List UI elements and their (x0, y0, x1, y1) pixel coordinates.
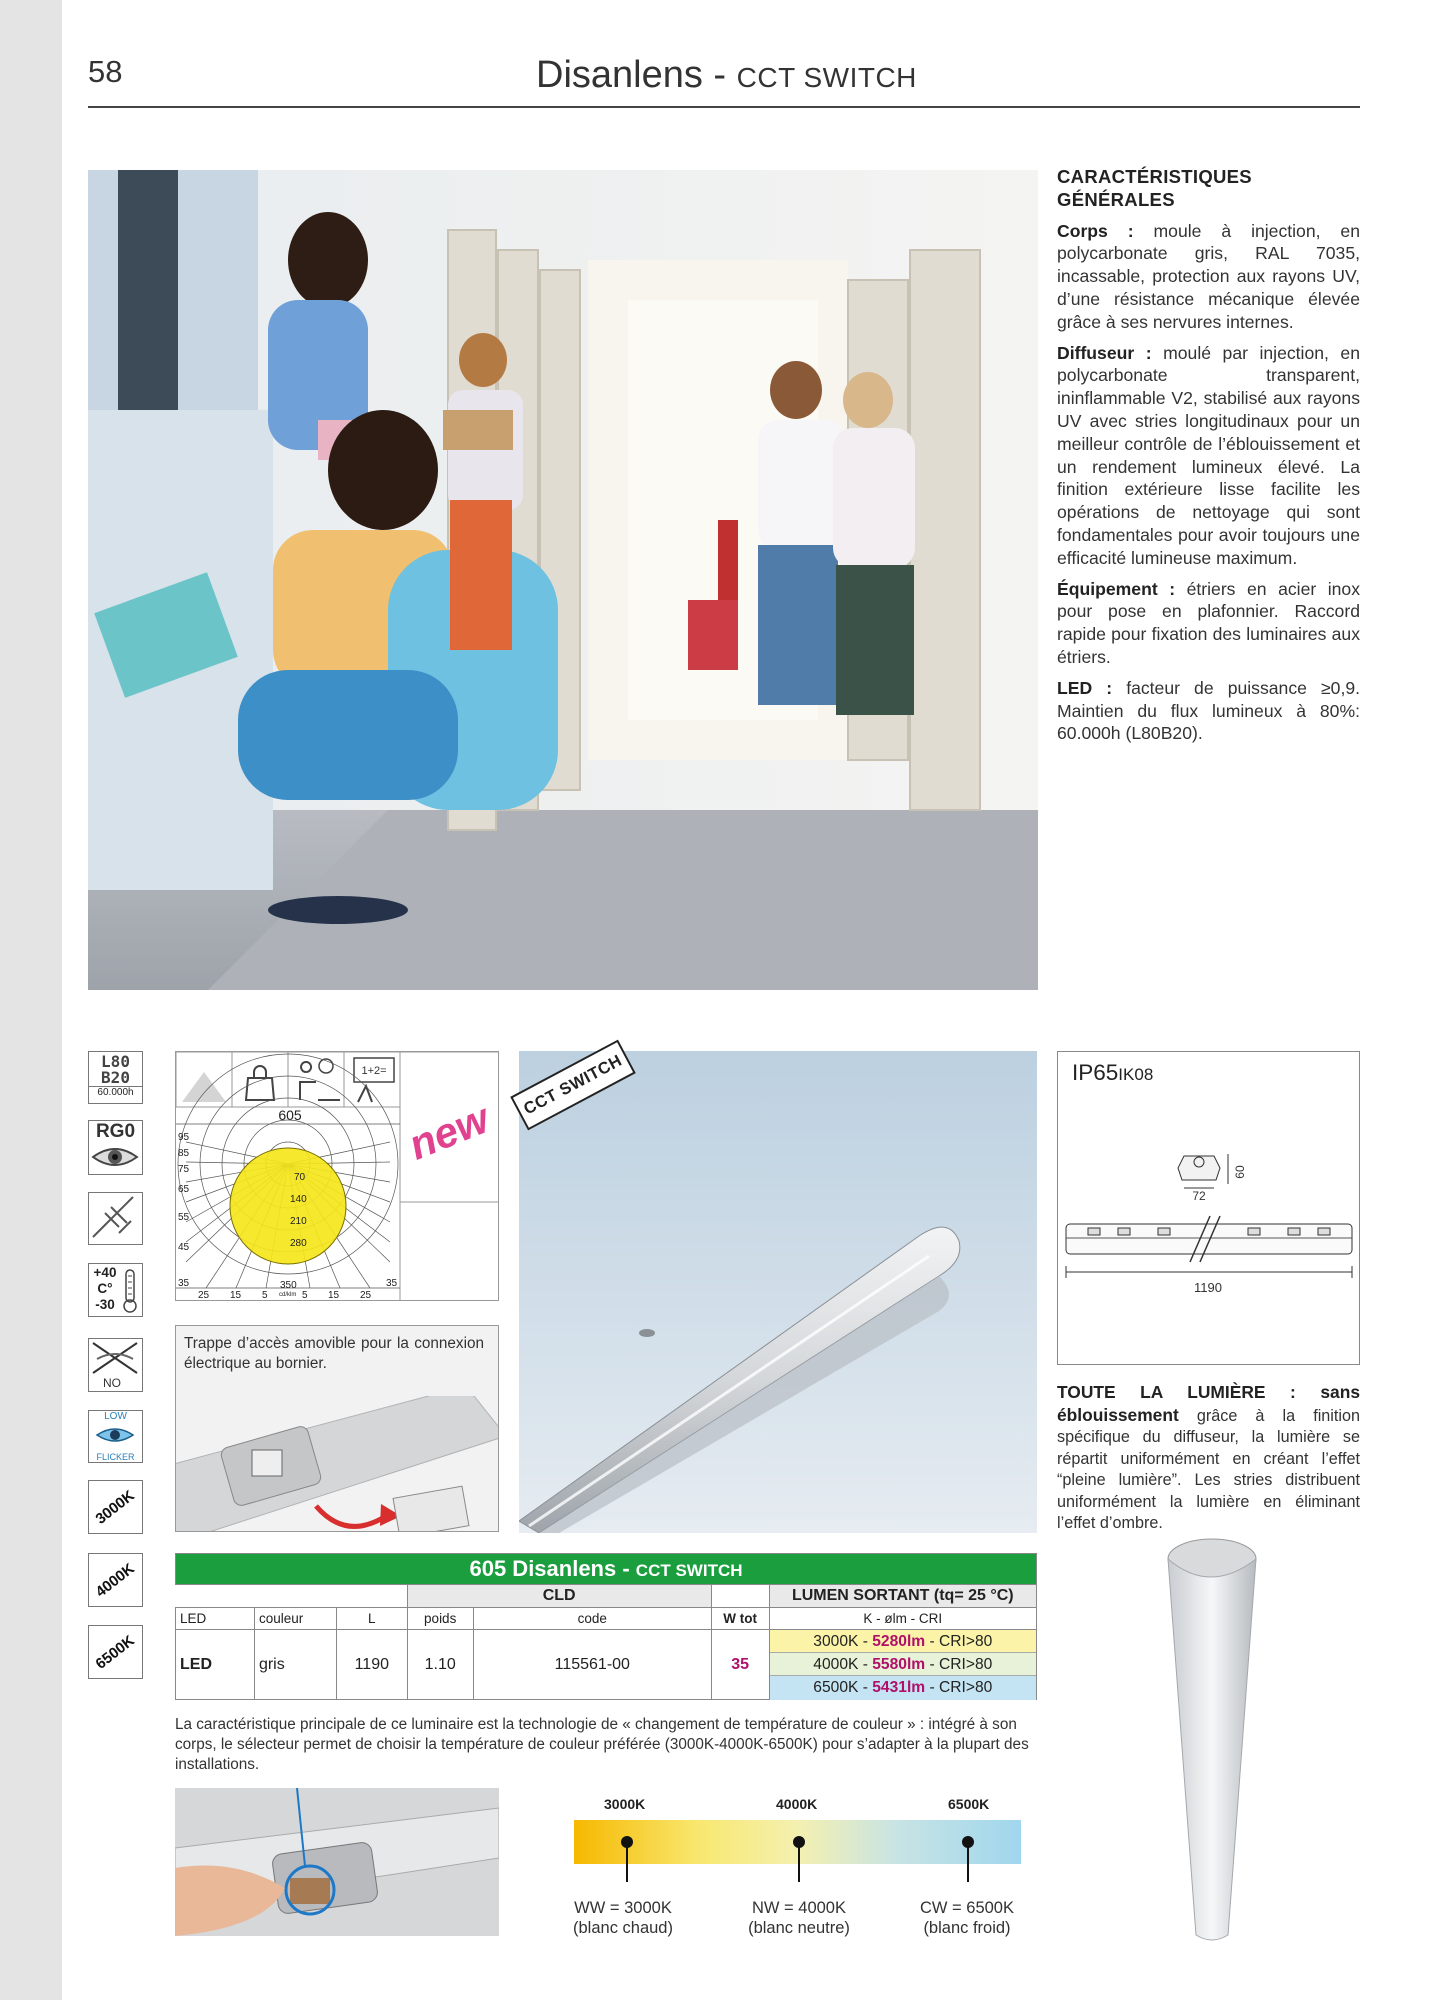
full-light-body: grâce à la finition spécifique du diffuseur, la lumière se répartit uniformément en créant l’effet “pleine lumière”. Les stries distribuent uniformément la lumière en éliminant l’effet d’ombre. (1057, 1406, 1360, 1532)
title-main: Disanlens (536, 54, 703, 96)
temperature-icon (88, 1263, 143, 1317)
angle-label: 25 (360, 1290, 372, 1301)
cell-weight: 1.10 (407, 1630, 473, 1700)
header-watt: W tot (711, 1608, 769, 1630)
classroom-icon (344, 1052, 400, 1107)
photometric-box (175, 1051, 499, 1301)
lumen-sep: - (858, 1656, 873, 1673)
temp-max: +40 (93, 1265, 117, 1280)
header-length: L (337, 1608, 408, 1630)
lumen-k: 4000K (813, 1656, 859, 1673)
angle-label: 35 (386, 1278, 398, 1289)
angle-label: 15 (328, 1290, 340, 1301)
lifetime-l80: L80 (101, 1052, 130, 1071)
cct-3000k-badge (88, 1480, 143, 1534)
feature-text: moulé par injection, en polycarbonate transparent, ininflammable V2, stabilisé aux rayons UV avec stries longitudinaux pour un meilleur contrôle de l’éblouissement et un rendement lumineux élevé. La finition extérieure lisse facilite les opérations de nettoyage qui sont fondamentales pour avoir toujours une efficacité lumineuse maximum. (1057, 342, 1360, 568)
feature-label: Corps : (1057, 220, 1134, 241)
school-corridor-photo (88, 170, 1038, 990)
lumen-sep: - (858, 1633, 873, 1650)
no-cover-icon (88, 1338, 143, 1392)
lumen-value: 5280lm (872, 1633, 926, 1650)
header-lumen-sub: K - ølm - CRI (769, 1608, 1036, 1630)
classroom-help-label: 1+2= (361, 1065, 387, 1077)
feature-text: moule à injection, en polycarbonate gris, RAL 7035, incassable, protection aux rayons UV, d’une résistance mécanique élevée grâce à ses nervures internes. (1057, 220, 1360, 332)
product-image (519, 1051, 1037, 1533)
caption-desc: (blanc froid) (923, 1919, 1011, 1937)
cct-6500k-label: 6500K (92, 1631, 139, 1673)
ip-rating: IP65 (1072, 1060, 1119, 1085)
page-margin-strip (0, 0, 62, 2000)
ring-label: 280 (290, 1238, 307, 1249)
scale-caption-warm (558, 1898, 688, 1938)
header-divider (88, 106, 1360, 108)
lumen-value: 5431lm (872, 1679, 926, 1696)
cell-led: LED (176, 1630, 255, 1700)
header-weight: poids (407, 1608, 473, 1630)
lumen-row-6500k (770, 1676, 1036, 1700)
flicker-low: LOW (104, 1411, 127, 1422)
photometry-model: 605 (278, 1107, 302, 1123)
angle-label: 15 (230, 1290, 242, 1301)
header-couleur: couleur (254, 1608, 336, 1630)
lumen-sep: - (858, 1679, 873, 1696)
switch-selector-photo (175, 1788, 499, 1936)
angle-label: 25 (198, 1290, 210, 1301)
feature-diffuser (1057, 342, 1360, 570)
lumen-cri: - CRI>80 (925, 1633, 993, 1650)
lumen-row-4000k (770, 1653, 1036, 1676)
lumen-cri: - CRI>80 (925, 1656, 993, 1673)
low-flicker-icon (88, 1410, 143, 1463)
features-heading: CARACTÉRISTIQUES GÉNÉRALES (1057, 166, 1252, 210)
access-hatch-text: Trappe d’accès amovible pour la connexion électrique au bornier. (184, 1335, 484, 1372)
caption-desc: (blanc chaud) (573, 1919, 673, 1937)
marker-line-6500k (967, 1842, 969, 1882)
angle-label: 35 (178, 1278, 190, 1289)
ik-rating: IK08 (1118, 1065, 1154, 1084)
ring-label: 70 (294, 1172, 306, 1183)
cct-4000k-badge (88, 1553, 143, 1607)
eye-icon (89, 1143, 141, 1171)
height-label: 60 (1233, 1165, 1247, 1179)
dimension-drawing (1058, 1142, 1358, 1312)
cct-description: La caractéristique principale de ce luminaire est la technologie de « changement de température de couleur » : intégré à son corps, le sélecteur permet de choisir la température de couleur préférée (3000K-4000K-6500K) pour s’adapter à la plupart des installations. (175, 1716, 1029, 1773)
scale-label-6500k: 6500K (948, 1796, 990, 1812)
angle-label: 75 (178, 1164, 190, 1175)
angle-label: 5 (302, 1290, 308, 1301)
header-code: code (473, 1608, 711, 1630)
angle-label: 5 (262, 1290, 268, 1301)
lifetime-b20: B20 (101, 1068, 130, 1087)
angle-label: 55 (178, 1212, 190, 1223)
flicker-text: FLICKER (96, 1452, 135, 1462)
scale-caption-neutral (734, 1898, 864, 1938)
table-title-separator: - (616, 1556, 636, 1581)
ring-label: 350 (280, 1280, 297, 1291)
lumen-value: 5580lm (872, 1656, 926, 1673)
feature-led (1057, 677, 1360, 745)
title-sub: CCT SWITCH (736, 62, 917, 93)
lumen-row-3000k (770, 1630, 1036, 1653)
cell-watt: 35 (711, 1630, 769, 1700)
angle-label: 85 (178, 1148, 190, 1159)
angle-label: 45 (178, 1242, 190, 1253)
cct-switch-tag: CCT SWITCH (510, 1040, 636, 1131)
angle-label: 65 (178, 1184, 190, 1195)
ceiling-mount-icon (88, 1192, 143, 1245)
title-separator: - (702, 54, 737, 96)
temp-min: -30 (95, 1297, 115, 1312)
table-title-main: 605 Disanlens (469, 1556, 617, 1581)
full-light-bold: TOUTE LA LUMIÈRE : sans éblouissement (1057, 1382, 1360, 1425)
group-lumen: LUMEN SORTANT (tq= 25 °C) (769, 1585, 1036, 1608)
angle-label: 95 (178, 1132, 190, 1143)
new-label: new (401, 1094, 496, 1169)
lifetime-icon (88, 1051, 143, 1104)
full-light-text (1057, 1382, 1360, 1535)
access-hatch-illustration (176, 1396, 499, 1532)
scale-label-4000k: 4000K (776, 1796, 818, 1812)
feature-equipment (1057, 578, 1360, 669)
table-title-sub: CCT SWITCH (635, 1561, 743, 1580)
no-label: NO (103, 1376, 121, 1390)
flicker-eye-icon (89, 1423, 141, 1447)
table-title (176, 1554, 1037, 1585)
caption-code: NW = 4000K (751, 1899, 846, 1917)
feature-body (1057, 220, 1360, 334)
lumen-k: 6500K (813, 1679, 859, 1696)
scale-caption-cold (902, 1898, 1032, 1938)
lumen-cri: - CRI>80 (925, 1679, 993, 1696)
cct-6500k-badge (88, 1625, 143, 1679)
marker-line-3000k (626, 1842, 628, 1882)
general-features (1057, 166, 1360, 753)
feature-label: LED : (1057, 677, 1113, 698)
risk-group-icon (88, 1120, 143, 1175)
lifetime-hours: 60.000h (89, 1086, 142, 1098)
photometry-unit: cd/klm (279, 1292, 297, 1298)
feature-text: étriers en acier inox pour pose en plafonnier. Raccord rapide pour fixation des luminaires aux étriers. (1057, 578, 1361, 667)
page-title (536, 54, 917, 97)
access-hatch-box (175, 1325, 499, 1532)
tube-end-image (1150, 1535, 1270, 1945)
cell-color: gris (254, 1630, 336, 1700)
dimensions-box (1057, 1051, 1360, 1365)
photometric-diagram (176, 1052, 499, 1301)
scale-label-3000k: 3000K (604, 1796, 646, 1812)
caption-desc: (blanc neutre) (748, 1919, 850, 1937)
width-label: 72 (1192, 1189, 1206, 1203)
length-label: 1190 (1194, 1280, 1222, 1295)
group-cld: CLD (407, 1585, 711, 1608)
cct-3000k-label: 3000K (92, 1486, 139, 1528)
page-number: 58 (88, 54, 123, 89)
risk-group-label: RG0 (95, 1121, 136, 1142)
spec-table (175, 1553, 1037, 1700)
cell-length: 1190 (337, 1630, 408, 1700)
protection-rating (1072, 1060, 1153, 1086)
marker-line-4000k (798, 1842, 800, 1882)
header-led: LED (176, 1608, 255, 1630)
ring-label: 210 (290, 1216, 307, 1227)
cell-lumens (769, 1630, 1036, 1700)
temp-unit: C° (97, 1281, 113, 1296)
feature-label: Diffuseur : (1057, 342, 1152, 363)
thermometer-icon (121, 1268, 139, 1314)
feature-label: Équipement : (1057, 578, 1176, 599)
ring-label: 140 (290, 1194, 307, 1205)
cell-code: 115561-00 (473, 1630, 711, 1700)
caption-code: CW = 6500K (919, 1899, 1014, 1917)
caption-code: WW = 3000K (574, 1899, 672, 1917)
feature-text: facteur de puissance ≥0,9. Maintien du flux lumineux à 80%: 60.000h (L80B20). (1057, 677, 1361, 744)
lumen-k: 3000K (813, 1633, 859, 1650)
cct-4000k-label: 4000K (92, 1559, 139, 1601)
